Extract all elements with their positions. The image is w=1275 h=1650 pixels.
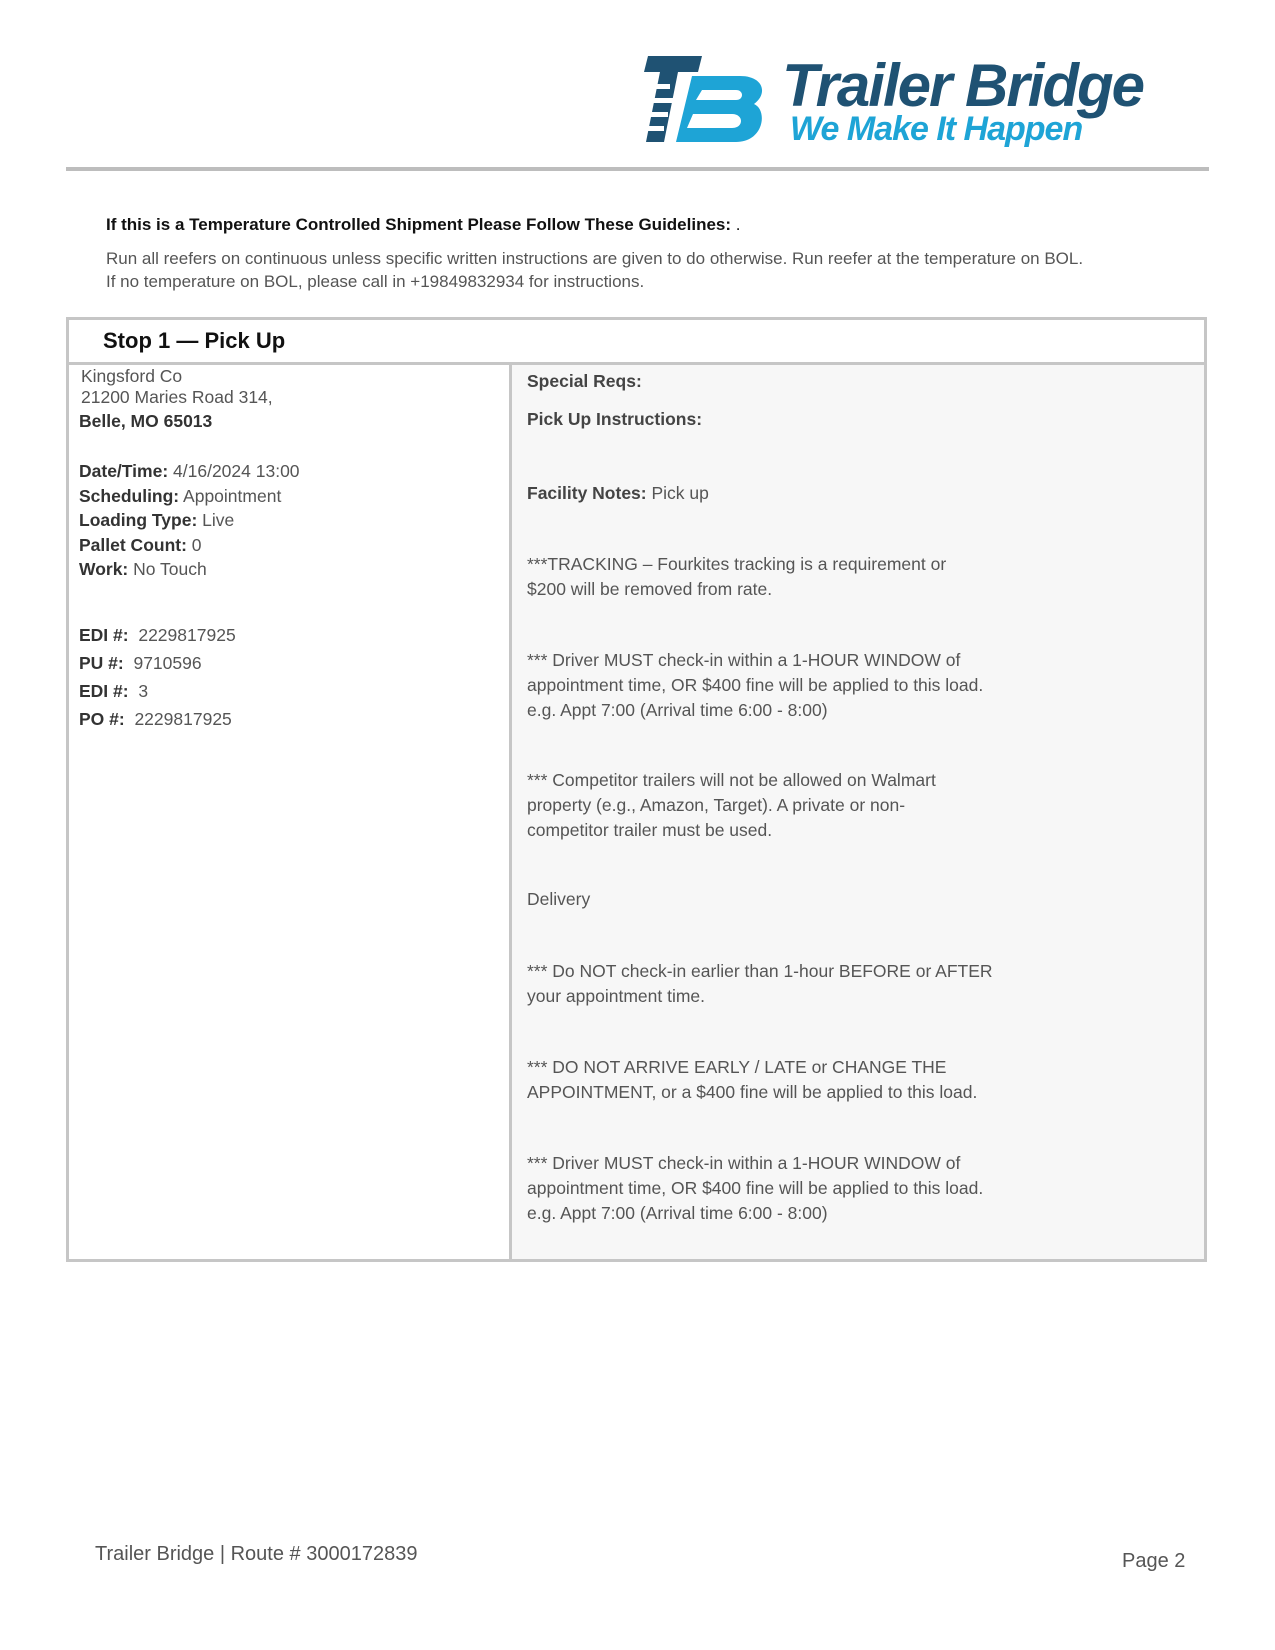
tb-logo-mark-icon bbox=[640, 56, 770, 142]
note-tracking: ***TRACKING – Fourkites tracking is a requirement or $200 will be removed from rate. bbox=[527, 554, 947, 599]
special-reqs: Special Reqs: bbox=[527, 371, 642, 391]
guidelines-title-text: If this is a Temperature Controlled Shipment Please Follow These Guidelines: bbox=[106, 215, 732, 234]
guidelines-line-1: Run all reefers on continuous unless specific written instructions are given to do otherwise. Run reefer at the temperature on BOL. bbox=[106, 249, 1084, 268]
ref-edi-2: EDI #: 3 bbox=[79, 681, 149, 701]
field-pallet-count: Pallet Count: 0 bbox=[79, 535, 202, 555]
company-logo bbox=[640, 52, 1200, 152]
ref-pu: PU #: 9710596 bbox=[79, 653, 202, 673]
note-checkin-window: *** Driver MUST check-in within a 1-HOUR WINDOW of appointment time, OR $400 fine will be applied to this load. e.g. Appt 7:00 (Arrival time 6:00 - 8:00) bbox=[527, 650, 984, 720]
street-address: 21200 Maries Road 314, bbox=[81, 387, 273, 407]
brand-name: Trailer Bridge bbox=[782, 52, 1144, 119]
stop-title: Stop 1 — Pick Up bbox=[103, 328, 286, 353]
stop-instructions-column bbox=[512, 365, 1204, 1259]
header-divider bbox=[66, 167, 1209, 171]
stop-location-column bbox=[69, 365, 512, 1259]
field-date-time: Date/Time: 4/16/2024 13:00 bbox=[79, 461, 300, 481]
ref-po: PO #: 2229817925 bbox=[79, 709, 232, 729]
guidelines-text bbox=[106, 247, 1216, 293]
guidelines-title-suffix: . bbox=[735, 215, 741, 234]
facility-notes: Facility Notes: Pick up bbox=[527, 483, 709, 503]
field-scheduling: Scheduling: Appointment bbox=[79, 486, 282, 506]
note-competitor-trailers: *** Competitor trailers will not be allowed on Walmart property (e.g., Amazon, Target). A private or non- competitor trailer must be used. bbox=[527, 770, 936, 840]
stop-table bbox=[66, 317, 1207, 1262]
guidelines-title bbox=[106, 215, 741, 235]
note-delivery: Delivery bbox=[527, 889, 591, 909]
note-do-not-arrive-early: *** DO NOT ARRIVE EARLY / LATE or CHANGE THE APPOINTMENT, or a $400 fine will be applied to this load. bbox=[527, 1057, 978, 1102]
stop-header bbox=[69, 320, 1204, 365]
ref-edi-1: EDI #: 2229817925 bbox=[79, 625, 236, 645]
company-name: Kingsford Co bbox=[81, 366, 183, 386]
footer-route: Trailer Bridge | Route # 3000172839 bbox=[95, 1543, 418, 1565]
footer-page-number: Page 2 bbox=[1122, 1550, 1186, 1572]
note-do-not-checkin-early: *** Do NOT check-in earlier than 1-hour BEFORE or AFTER your appointment time. bbox=[527, 961, 993, 1006]
guidelines-line-2: If no temperature on BOL, please call in +19849832934 for instructions. bbox=[106, 272, 645, 291]
field-loading-type: Loading Type: Live bbox=[79, 510, 235, 530]
pickup-instructions: Pick Up Instructions: bbox=[527, 409, 703, 429]
city-state-zip: Belle, MO 65013 bbox=[79, 411, 213, 431]
brand-tagline: We Make It Happen bbox=[790, 110, 1083, 148]
field-work: Work: No Touch bbox=[79, 559, 207, 579]
note-checkin-window-repeat: *** Driver MUST check-in within a 1-HOUR WINDOW of appointment time, OR $400 fine will be applied to this load. e.g. Appt 7:00 (Arrival time 6:00 - 8:00) bbox=[527, 1153, 984, 1223]
